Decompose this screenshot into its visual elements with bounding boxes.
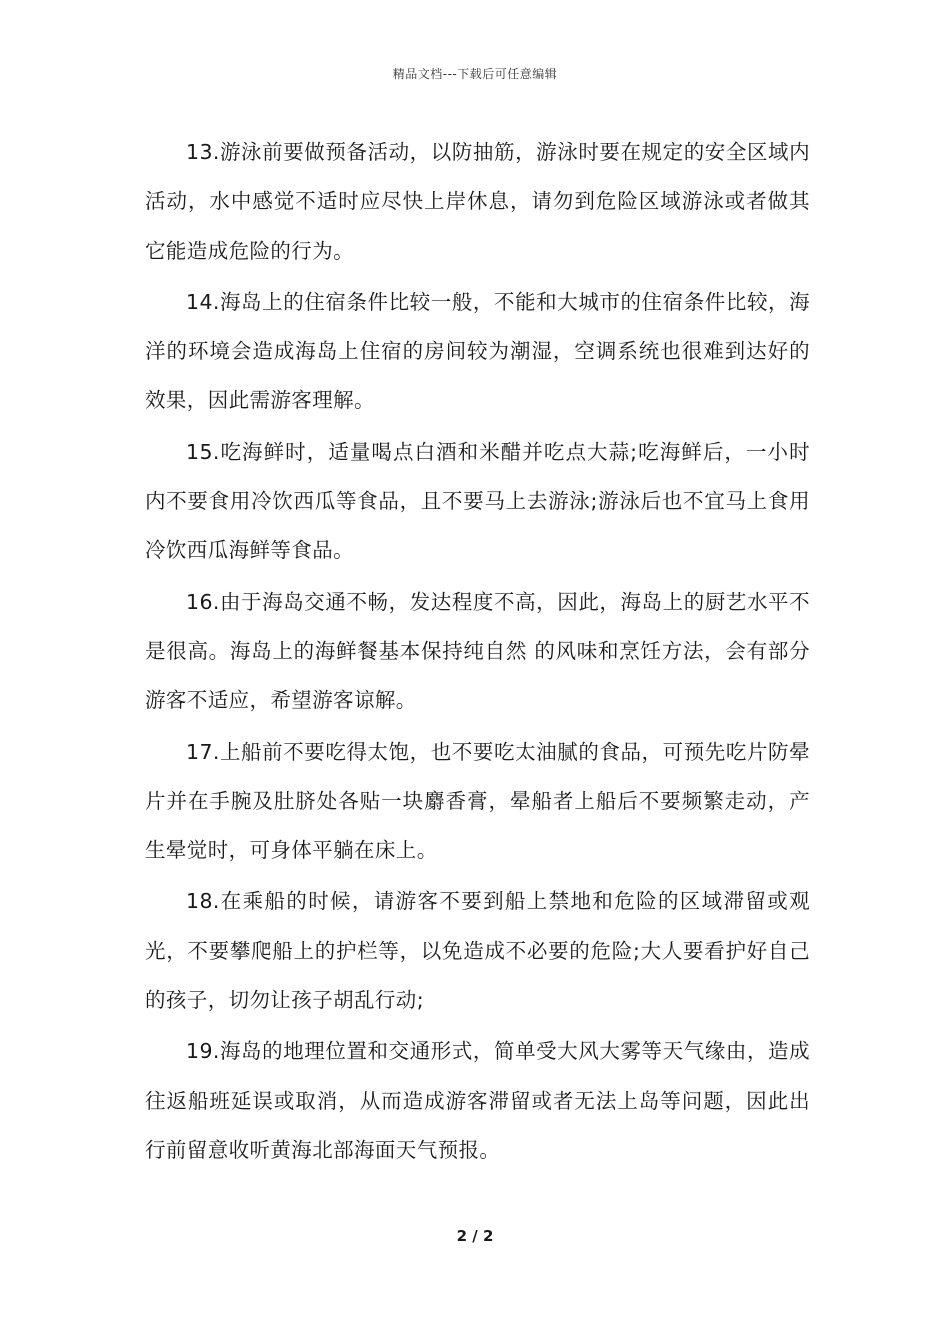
paragraph-16: 16.由于海岛交通不畅，发达程度不高，因此，海岛上的厨艺水平不是很高。海岛上的海鲜餐基本保持纯自然 的风味和烹饪方法，会有部分游客不适应，希望游客谅解。 <box>145 589 810 713</box>
paragraph-17: 17.上船前不要吃得太饱，也不要吃太油腻的食品，可预先吃片防晕片并在手腕及肚脐处各贴一块麝香膏，晕船者上船后不要频繁走动，产生晕觉时，可身体平躺在床上。 <box>145 739 810 863</box>
paragraph-18: 18.在乘船的时候，请游客不要到船上禁地和危险的区域滞留或观光，不要攀爬船上的护栏等，以免造成不必要的危险;大人要看护好自己的孩子，切勿让孩子胡乱行动; <box>145 889 810 1013</box>
paragraph-14: 14.海岛上的住宿条件比较一般，不能和大城市的住宿条件比较，海洋的环境会造成海岛上住宿的房间较为潮湿，空调系统也很难到达好的效果，因此需游客理解。 <box>145 289 810 413</box>
page-header: 精品文档---下载后可任意编辑 <box>392 67 558 81</box>
paragraph-13: 13.游泳前要做预备活动，以防抽筋，游泳时要在规定的安全区域内活动，水中感觉不适时应尽快上岸休息，请勿到危险区域游泳或者做其它能造成危险的行为。 <box>145 140 810 263</box>
document-body <box>145 128 810 1177</box>
paragraph-19: 19.海岛的地理位置和交通形式，简单受大风大雾等天气缘由，造成往返船班延误或取消，从而造成游客滞留或者无法上岛等问题，因此出行前留意收听黄海北部海面天气预报。 <box>145 1039 810 1162</box>
paragraph-15: 15.吃海鲜时，适量喝点白酒和米醋并吃点大蒜;吃海鲜后，一小时内不要食用冷饮西瓜等食品，且不要马上去游泳;游泳后也不宜马上食用冷饮西瓜海鲜等食品。 <box>145 439 810 563</box>
page-number: 2 / 2 <box>456 1227 494 1245</box>
